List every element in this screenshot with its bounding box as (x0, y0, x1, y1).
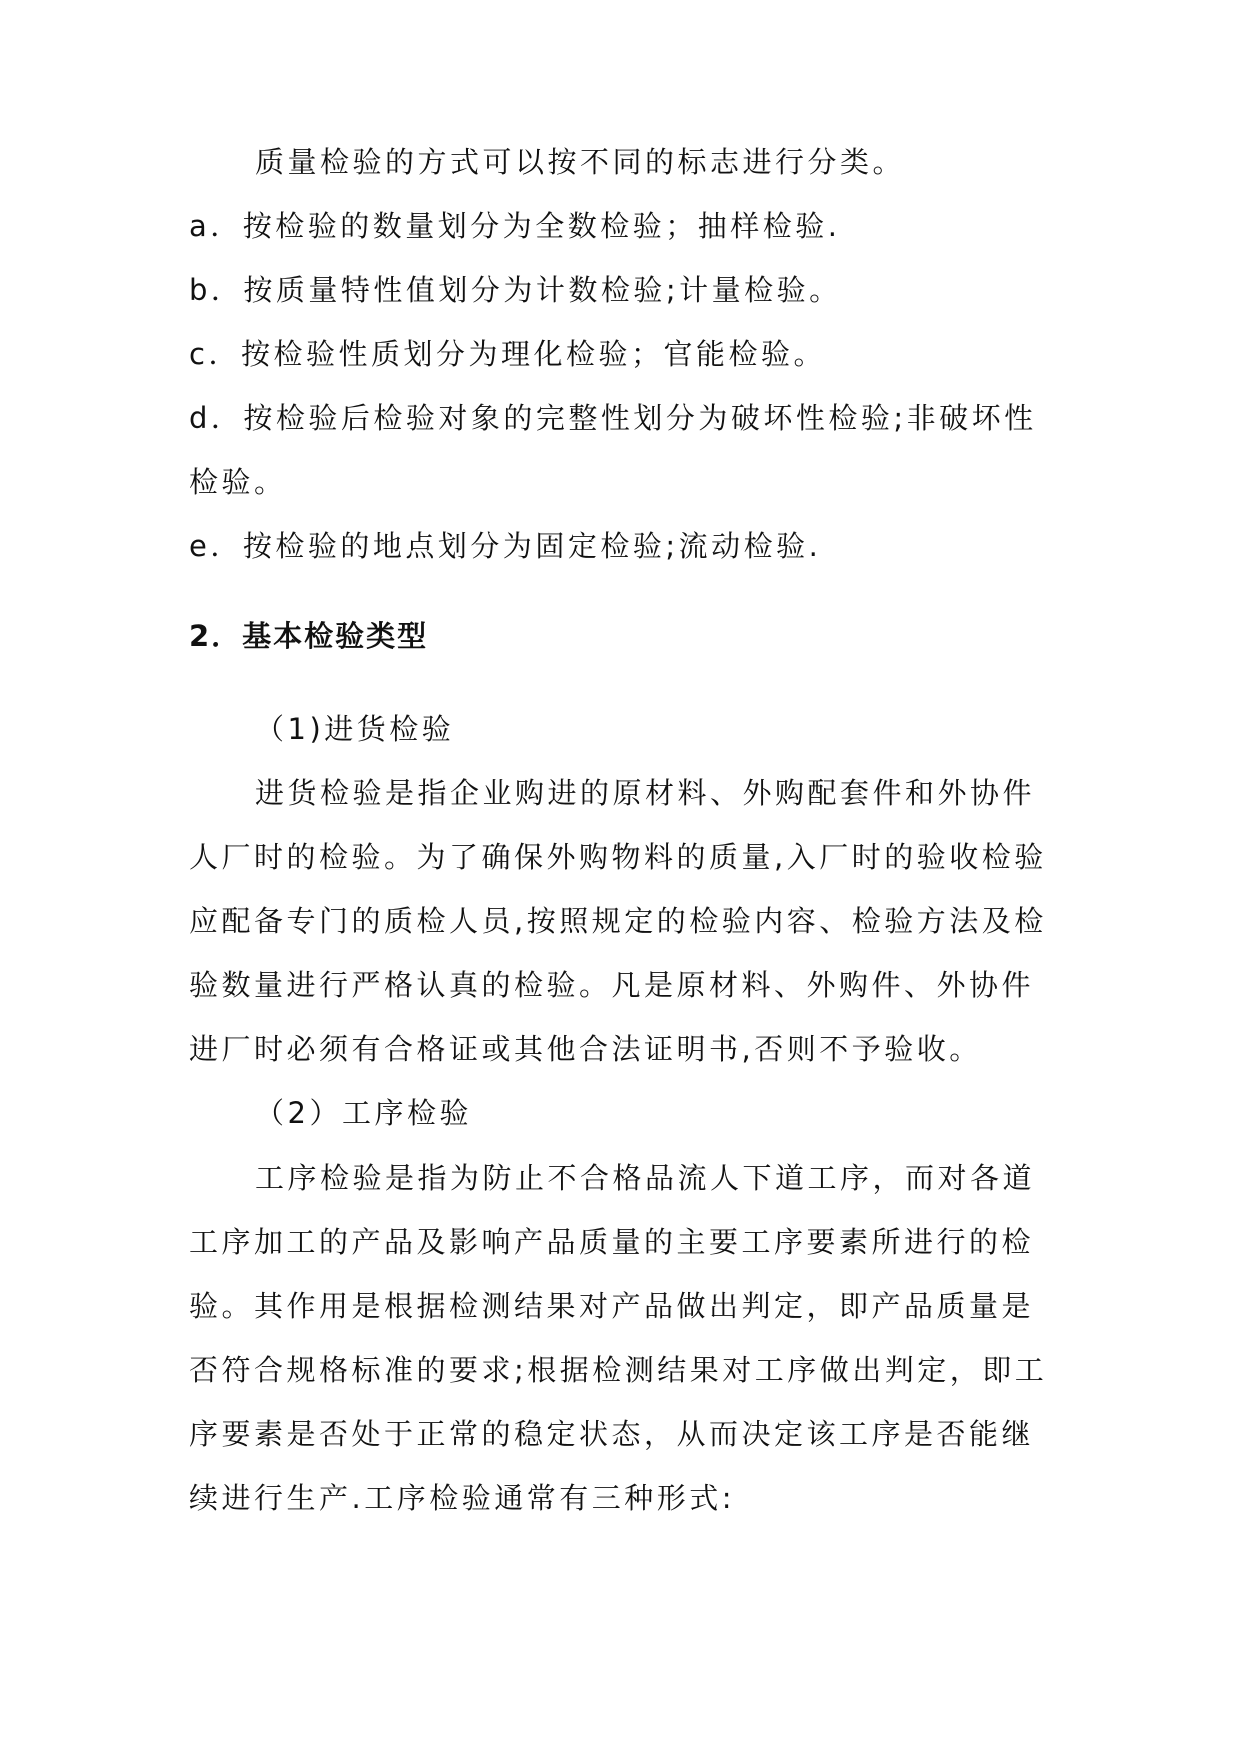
classification-item-d-continued: 检验。 (189, 465, 287, 499)
classification-item-a: a．按检验的数量划分为全数检验；抽样检验. (189, 209, 841, 243)
paragraph-line: 应配备专门的质检人员,按照规定的检验内容、检验方法及检 (189, 904, 1047, 938)
paragraph-line: 人厂时的检验。为了确保外购物料的质量,入厂时的验收检验 (189, 840, 1047, 874)
paragraph-line: 否符合规格标准的要求;根据检测结果对工序做出判定，即工 (189, 1353, 1048, 1387)
paragraph-line: 进厂时必须有合格证或其他合法证明书,否则不予验收。 (189, 1032, 982, 1066)
paragraph-line: 工序检验是指为防止不合格品流人下道工序，而对各道 (255, 1161, 1036, 1195)
classification-item-b: b．按质量特性值划分为计数检验;计量检验。 (189, 273, 842, 307)
paragraph-line: 续进行生产.工序检验通常有三种形式: (189, 1481, 735, 1515)
paragraph-line: 序要素是否处于正常的稳定状态，从而决定该工序是否能继 (189, 1417, 1035, 1451)
paragraph-line: 工序加工的产品及影响产品质量的主要工序要素所进行的检 (189, 1225, 1035, 1259)
intro-paragraph: 质量检验的方式可以按不同的标志进行分类。 (255, 145, 906, 179)
subsection-title-process: （2）工序检验 (255, 1096, 472, 1130)
subsection-title-incoming: （1)进货检验 (255, 712, 455, 746)
classification-item-d: d．按检验后检验对象的完整性划分为破坏性检验;非破坏性 (189, 401, 1037, 435)
classification-item-e: e．按检验的地点划分为固定检验;流动检验. (189, 529, 822, 563)
paragraph-line: 验。其作用是根据检测结果对产品做出判定，即产品质量是 (189, 1289, 1035, 1323)
classification-item-c: c．按检验性质划分为理化检验；官能检验。 (189, 337, 826, 371)
paragraph-line: 验数量进行严格认真的检验。凡是原材料、外购件、外协件 (189, 968, 1035, 1002)
paragraph-line: 进货检验是指企业购进的原材料、外购配套件和外协件 (255, 776, 1036, 810)
section-heading: 2．基本检验类型 (189, 619, 429, 653)
